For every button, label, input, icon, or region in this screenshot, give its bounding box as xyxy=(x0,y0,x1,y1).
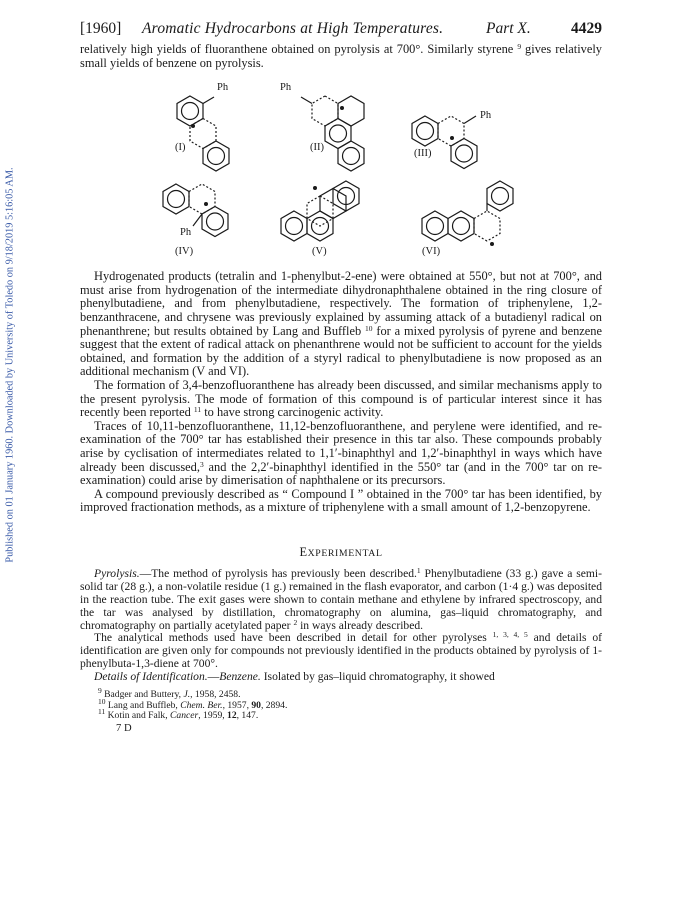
footnotes xyxy=(80,686,602,734)
watermark-text: Published on 01 January 1960. Downloaded by University of Toledo on 9/18/2019 5:16:05 AM. xyxy=(4,167,16,563)
paragraph-details: Details of Identification.—Benzene. Isolated by gas–liquid chromatography, it showed xyxy=(94,670,495,684)
paragraph-compound-i: A compound previously described as “ Compound I ” obtained in the 700° tar has been identified, by improved fractionation methods, as a mixture of triphenylene with a small amount of 1,2-benzopyrene. xyxy=(80,486,602,515)
label-V: (V) xyxy=(312,246,327,258)
signature-mark: 7 D xyxy=(116,722,132,734)
ph-label-3: Ph xyxy=(480,110,492,122)
chemical-structures xyxy=(80,76,602,266)
paragraph-benzofluoranthene: The formation of 3,4-benzofluoranthene has already been discussed, and similar mechanisms apply to the present pyrolysis. The mode of formation of this compound is of particular interest since it has recently been reported $^{11}$ to have strong carcinogenic activity. xyxy=(80,377,602,420)
download-watermark xyxy=(2,130,18,600)
paragraph-pyrolysis: Pyrolysis.—The method of pyrolysis has previously been described.$^1$ Phenylbutadiene (33 g.) gave a semi-solid tar (28 g.), a non-volatile residue (1 g.) remained in the flash evaporator, and carbon (1·4 g.) was deposited in the reaction tube. The exit gases were shown to contain methane and ethylene by infrared spectroscopy, and the tar was analysed by distillation, chromatography on alumina, gas–liquid chromatography, and chromatography on partially acetylated paper $^2$ in ways already described. xyxy=(80,565,602,632)
experimental-heading: EXPERIMENTAL xyxy=(299,544,383,559)
label-VI: (VI) xyxy=(422,246,441,258)
footnote-10: $^{10}$ Lang and Buffleb, Chem. Ber., 1957, 90, 2894. xyxy=(98,696,288,711)
header-title: Aromatic Hydrocarbons at High Temperatures. xyxy=(142,20,444,37)
label-III: (III) xyxy=(414,148,432,160)
label-I: (I) xyxy=(175,142,186,154)
header-part: Part X. xyxy=(486,20,531,37)
structures-drawing xyxy=(80,76,602,266)
paragraph-traces: Traces of 10,11-benzofluoranthene, 11,12-benzofluoranthene, and perylene were identified, and re-examination of the 700° tar has established their presence in this tar also. These compounds probably arise by cyclisation of intermediates related to 1,1′-binaphthyl and 1,2′-binaphthyl in ways which have already been discussed,$^3$ and the 2,2′-binaphthyl identified in the 550° tar (and in the 700° tar on re-examination) could arise by dimerisation of naphthalene or its precursors. xyxy=(80,418,602,488)
paper-page xyxy=(80,20,602,734)
ref-3: 3 xyxy=(199,459,204,469)
header-year: [1960] xyxy=(80,20,122,37)
label-II: (II) xyxy=(310,142,324,154)
paragraph-hydrogenated: Hydrogenated products (tetralin and 1-phenylbut-2-ene) were obtained at 550°, but not at 700°, and must arise from hydrogenation of the intermediate dihydronaphthalene obtained in the ring closure of phenylbutadiene, and from phenylbutadiene, respectively. The formation of triphenylene, 1,2-benzanthracene, and chrysene was previously explained by assuming attack of a butadienyl radical on phenanthrene; but results obtained by Lang and Buffleb $^{10}$ for a mixed pyrolysis of pyrene and benzene suggest that the extent of radical attack on phenanthrene would not be sufficient to account for the yields obtained, and formation by the addition of a styryl radical to phenylbutadiene is now proposed as an additional mechanism (V and VI). xyxy=(80,269,602,379)
label-IV: (IV) xyxy=(175,246,194,258)
ph-label-2: Ph xyxy=(280,82,292,94)
paragraph-analytical: The analytical methods used have been described in detail for other pyrolyses $^{1, 3, 4, 5}$ and details of identification are given only for compounds not previously identified in the products obtained by pyrolysis of 1-phenylbuta-1,3-diene at 700°. xyxy=(80,630,602,671)
ref-10: 10 xyxy=(365,323,373,333)
experimental-section xyxy=(80,565,602,684)
ph-label-1: Ph xyxy=(217,82,229,94)
footnote-11: $^{11}$ Kotin and Falk, Cancer, 1959, 12, 147. xyxy=(98,707,259,722)
ph-label-4: Ph xyxy=(180,227,192,239)
page-number: 4429 xyxy=(571,20,602,37)
footnote-9: $^9$ Badger and Buttery, J., 1958, 2458. xyxy=(98,686,241,701)
ref-9: 9 xyxy=(517,42,522,51)
running-header xyxy=(80,20,602,40)
ref-11: 11 xyxy=(193,405,202,415)
intro-paragraph: relatively high yields of fluoranthene obtained on pyrolysis at 700°. Similarly styrene $^9$ gives relatively small yields of benzene on pyrolysis. xyxy=(80,42,602,70)
